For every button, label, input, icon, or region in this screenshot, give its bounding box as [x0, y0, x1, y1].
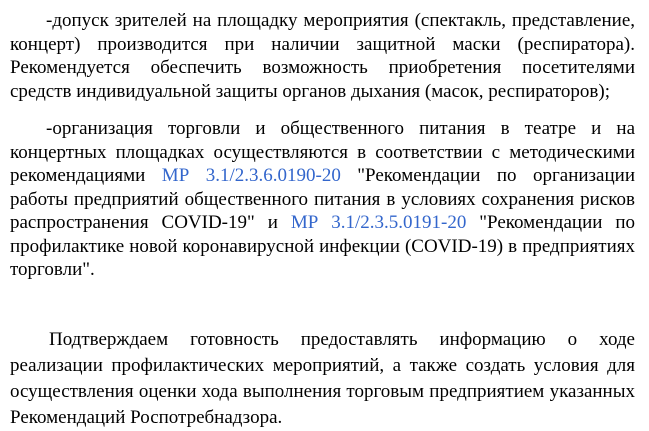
paragraph-trade-and-catering: [10, 117, 635, 282]
paragraph-text-part: -организация торговли и общественного питания в театре и на концертных площадках осуществляются в соответствии с методическими рекомендациями: [10, 118, 635, 186]
link-mr-0190-20[interactable]: МР 3.1/2.3.6.0190-20: [161, 165, 341, 186]
paragraph-mask-requirement: -допуск зрителей на площадку мероприятия (спектакль, представление, концерт) производится при наличии защитной маски (респиратора). Рекомендуется обеспечить возможность приобретения посетителями средств индивидуальной защиты органов дыхания (масок, респираторов);: [10, 10, 635, 102]
link-mr-0191-20[interactable]: МР 3.1/2.3.5.0191-20: [290, 212, 467, 233]
paragraph-text-part: "Рекомендации по организации работы предприятий общественного питания в условиях сохранения рисков распространения COVID-19" и: [10, 165, 635, 233]
paragraph-text-part: "Рекомендации по профилактике новой коронавирусной инфекции (COVID-19) в предприятиях торговли".: [10, 212, 636, 280]
paragraph-confirmation: Подтверждаем готовность предоставлять информацию о ходе реализации профилактических мероприятий, а также создать условия для осуществления оценки хода выполнения торговым предприятием указанных Рекомендаций Роспотребнадзора.: [10, 328, 635, 428]
